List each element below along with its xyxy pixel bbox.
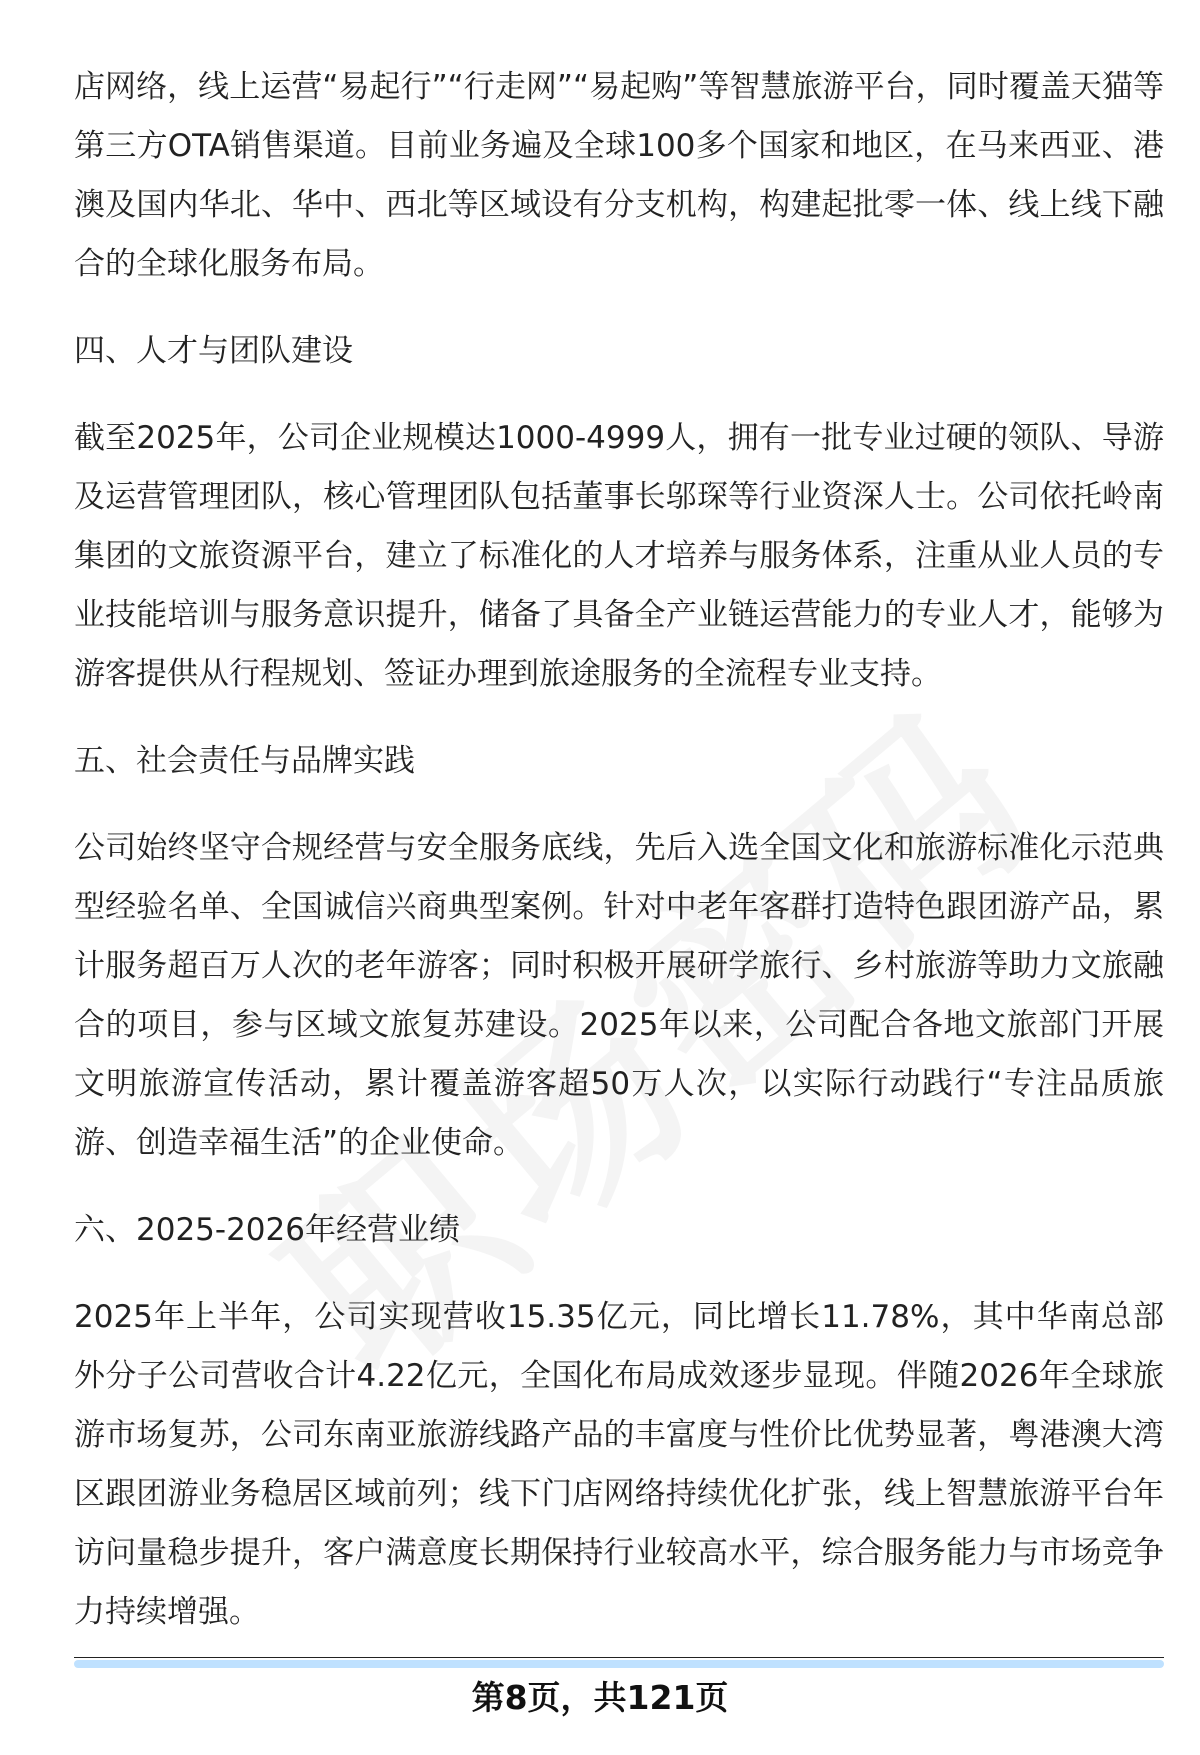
paragraph-talent: 截至2025年，公司企业规模达1000-4999人，拥有一批专业过硬的领队、导游及运营管理团队，核心管理团队包括董事长邬琛等行业资深人士。公司依托岭南集团的文旅资源平台，建立了标准化的人才培养与服务体系，注重从业人员的专业技能培训与服务意识提升，储备了具备全产业链运营能力的专业人才，能够为游客提供从行程规划、签证办理到旅途服务的全流程专业支持。 (74, 420, 1164, 692)
section-heading-social-responsibility: 五、社会责任与品牌实践 (74, 743, 415, 779)
page-number: 第8页，共121页 (471, 1678, 729, 1717)
footer-bar (74, 1660, 1164, 1668)
footer-divider (74, 1657, 1164, 1658)
paragraph-social-responsibility: 公司始终坚守合规经营与安全服务底线，先后入选全国文化和旅游标准化示范典型经验名单、全国诚信兴商典型案例。针对中老年客群打造特色跟团游产品，累计服务超百万人次的老年游客；同时积极开展研学旅行、乡村旅游等助力文旅融合的项目，参与区域文旅复苏建设。2025年以来，公司配合各地文旅部门开展文明旅游宣传活动，累计覆盖游客超50万人次，以实际行动践行“专注品质旅游、创造幸福生活”的企业使命。 (74, 830, 1164, 1161)
section-heading-talent: 四、人才与团队建设 (74, 333, 353, 369)
section-heading-performance: 六、2025-2026年经营业绩 (74, 1212, 460, 1248)
document-body (74, 58, 1164, 1642)
paragraph-distribution: 店网络，线上运营“易起行”“行走网”“易起购”等智慧旅游平台，同时覆盖天猫等第三方OTA销售渠道。目前业务遍及全球100多个国家和地区，在马来西亚、港澳及国内华北、华中、西北等区域设有分支机构，构建起批零一体、线上线下融合的全球化服务布局。 (74, 69, 1164, 282)
paragraph-performance: 2025年上半年，公司实现营收15.35亿元，同比增长11.78%，其中华南总部外分子公司营收合计4.22亿元，全国化布局成效逐步显现。伴随2026年全球旅游市场复苏，公司东南亚旅游线路产品的丰富度与性价比优势显著，粤港澳大湾区跟团游业务稳居区域前列；线下门店网络持续优化扩张，线上智慧旅游平台年访问量稳步提升，客户满意度长期保持行业较高水平，综合服务能力与市场竞争力持续增强。 (74, 1299, 1164, 1630)
